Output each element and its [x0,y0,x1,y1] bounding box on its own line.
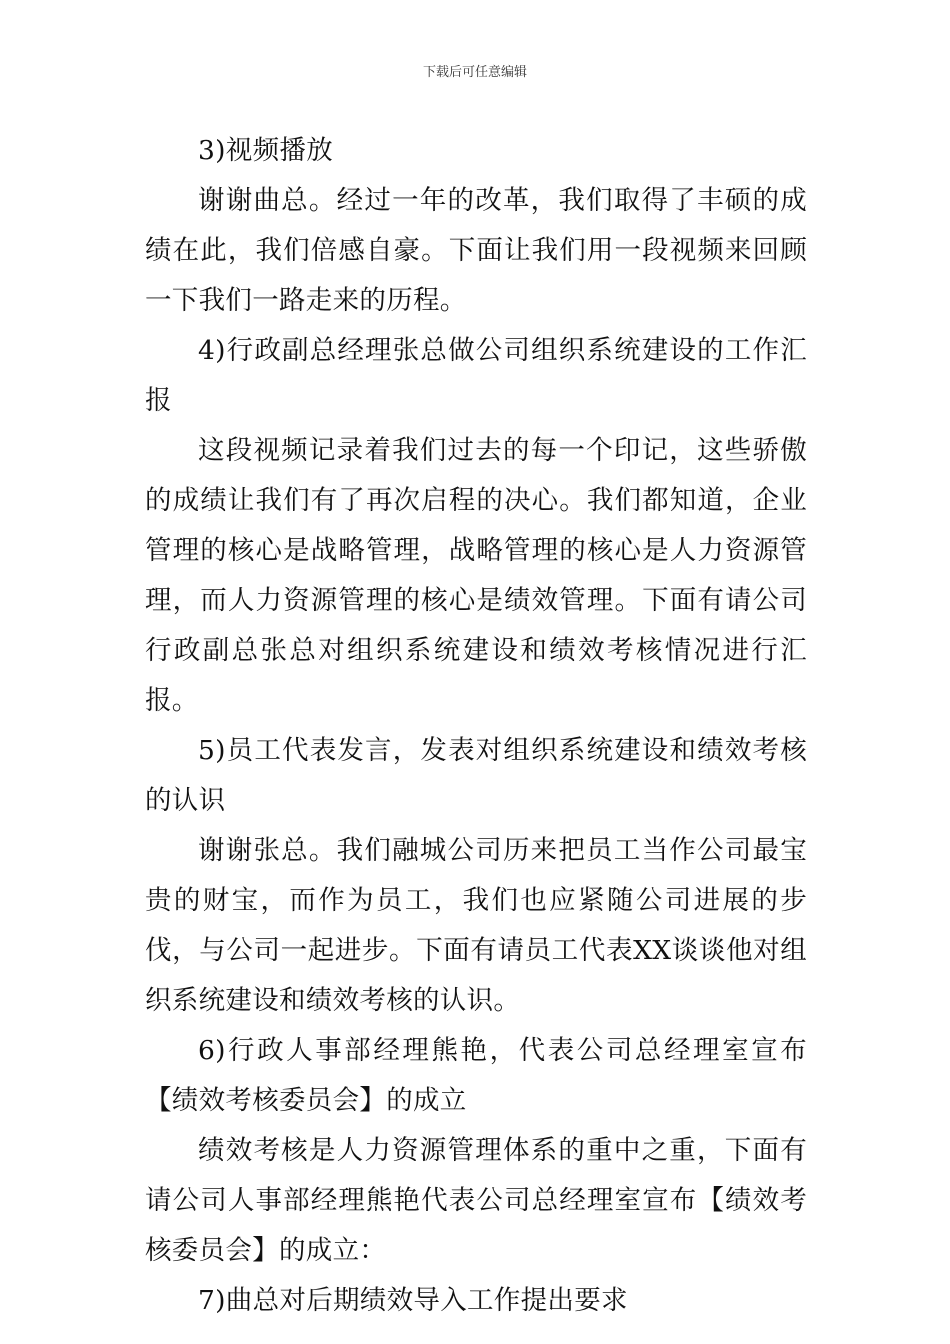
agenda-item-video: 3)视频播放 [198,135,333,166]
host-script-paragraph: 绩效考核是人力资源管理体系的重中之重，下面有请公司人事部经理熊艳代表公司总经理室宣布【绩效考核委员会】的成立： [145,1135,807,1266]
agenda-item-requirements: 7)曲总对后期绩效导入工作提出要求 [198,1285,628,1316]
agenda-item-report: 4)行政副总经理张总做公司组织系统建设的工作汇报 [145,335,807,416]
host-script-paragraph: 谢谢曲总。经过一年的改革，我们取得了丰硕的成绩在此，我们倍感自豪。下面让我们用一段视频来回顾一下我们一路走来的历程。 [145,185,807,316]
host-script-paragraph: 这段视频记录着我们过去的每一个印记，这些骄傲的成绩让我们有了再次启程的决心。我们都知道，企业管理的核心是战略管理，战略管理的核心是人力资源管理，而人力资源管理的核心是绩效管理。下面有请公司行政副总张总对组织系统建设和绩效考核情况进行汇报。 [145,435,807,716]
page-header: 下载后可任意编辑 [422,65,527,80]
host-script-paragraph: 谢谢张总。我们融城公司历来把员工当作公司最宝贵的财宝，而作为员工，我们也应紧随公司进展的步伐，与公司一起进步。下面有请员工代表XX谈谈他对组织系统建设和绩效考核的认识。 [145,835,807,1016]
agenda-item-committee: 6)行政人事部经理熊艳，代表公司总经理室宣布【绩效考核委员会】的成立 [145,1035,807,1116]
document-body [145,126,807,1326]
agenda-item-employee-speech: 5)员工代表发言，发表对组织系统建设和绩效考核的认识 [145,735,807,816]
